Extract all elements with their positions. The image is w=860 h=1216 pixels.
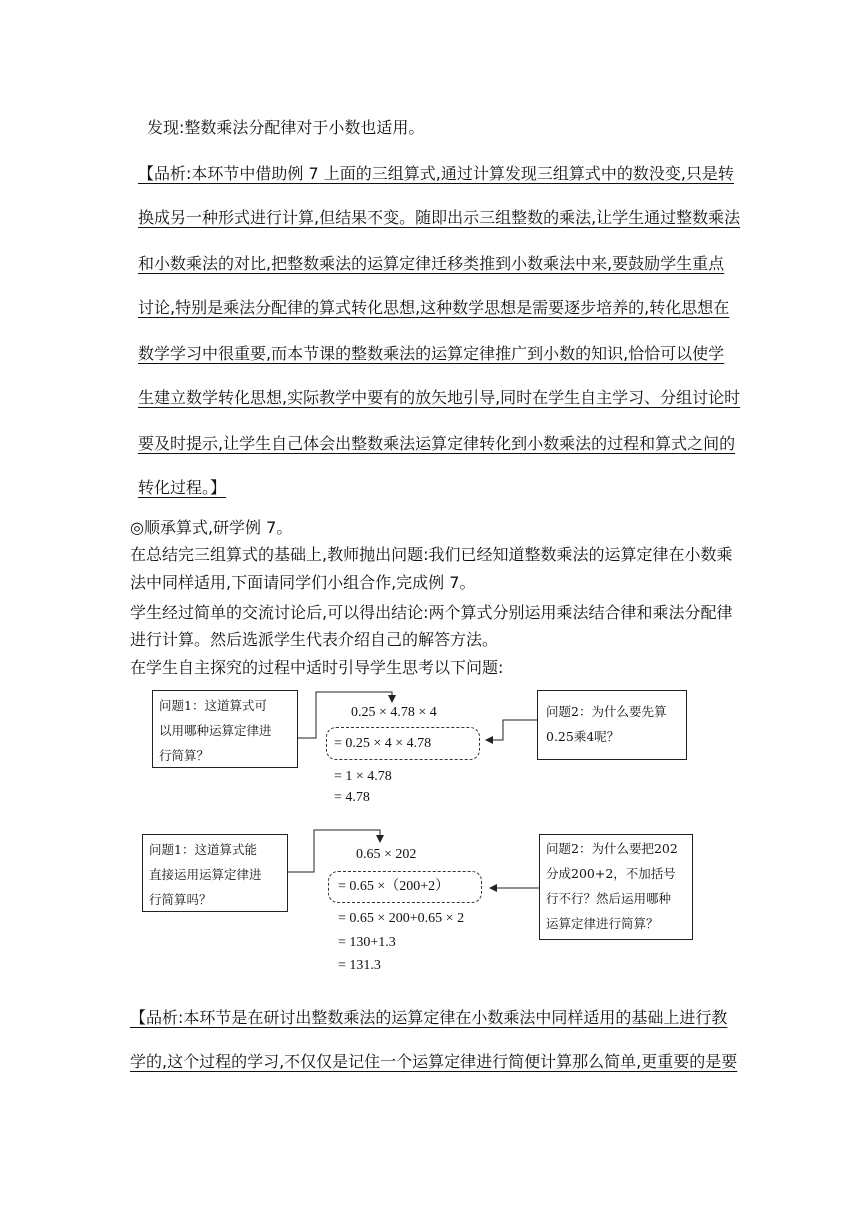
body-line: 在学生自主探究的过程中适时引导学生思考以下问题:: [130, 658, 504, 677]
math-step: = 1 × 4.78: [334, 769, 392, 784]
analysis-line: 转化过程。】: [138, 478, 227, 497]
analysis-line: 和小数乘法的对比,把整数乘法的运算定律迁移类推到小数乘法中来,要鼓励学生重点: [138, 254, 725, 273]
question-text: 行不行？然后运用哪种: [546, 891, 672, 906]
question-text: 运算定律进行简算？: [546, 916, 659, 931]
question-text: 行简算吗？: [149, 892, 212, 907]
question-text: 问题1：这道算式可: [159, 698, 267, 713]
analysis-line: 学的,这个过程的学习,不仅仅是记住一个运算定律进行简便计算那么简单,更重要的是要: [130, 1052, 738, 1071]
analysis-line: 换成另一种形式进行计算,但结果不变。随即出示三组整数的乘法,让学生通过整数乘法: [138, 208, 741, 227]
question-text: 直接运用运算定律进: [149, 867, 262, 882]
math-step: = 130+1.3: [338, 935, 396, 950]
question-text: 以用哪种运算定律进: [159, 723, 272, 738]
body-line: 法中同样适用,下面请同学们小组合作,完成例 7。: [130, 573, 476, 592]
question-text: 问题2：为什么要把202: [546, 841, 678, 856]
math-step: 0.25 × 4.78 × 4: [351, 705, 437, 720]
section-heading: ◎顺承算式,研学例 7。: [130, 518, 293, 537]
body-line: 进行计算。然后选派学生代表介绍自己的解答方法。: [130, 630, 499, 649]
math-step: = 0.25 × 4 × 4.78: [334, 736, 432, 751]
analysis-line: 生建立数学转化思想,实际教学中要有的放矢地引导,同时在学生自主学习、分组讨论时: [138, 388, 741, 407]
analysis-line: 【品析:本环节是在研讨出整数乘法的运算定律在小数乘法中同样适用的基础上进行教: [130, 1008, 728, 1027]
math-step: = 0.65 ×（200+2）: [338, 879, 450, 894]
question-text: 行简算？: [159, 748, 210, 763]
question-text: 分成200+2，不加括号: [546, 866, 676, 881]
analysis-line: 【品析:本环节中借助例 7 上面的三组算式,通过计算发现三组算式中的数没变,只是转: [138, 164, 734, 183]
body-line: 学生经过简单的交流讨论后,可以得出结论:两个算式分别运用乘法结合律和乘法分配律: [130, 603, 733, 622]
body-line: 在总结完三组算式的基础上,教师抛出问题:我们已经知道整数乘法的运算定律在小数乘: [130, 545, 733, 564]
math-step: = 4.78: [334, 790, 370, 805]
analysis-line: 要及时提示,让学生自己体会出整数乘法运算定律转化到小数乘法的过程和算式之间的: [138, 434, 736, 453]
analysis-line: 数学学习中很重要,而本节课的整数乘法的运算定律推广到小数的知识,恰恰可以使学: [138, 344, 725, 363]
analysis-line: 讨论,特别是乘法分配律的算式转化思想,这种数学思想是需要逐步培养的,转化思想在: [138, 298, 730, 317]
math-step: = 131.3: [338, 958, 381, 973]
discovery-text: 发现:整数乘法分配律对于小数也适用。: [147, 118, 425, 137]
question-text: 0.25乘4呢？: [546, 729, 620, 744]
math-step: 0.65 × 202: [356, 847, 417, 862]
question-text: 问题2：为什么要先算: [546, 704, 667, 719]
math-step: = 0.65 × 200+0.65 × 2: [338, 911, 465, 926]
question-text: 问题1：这道算式能: [149, 842, 257, 857]
